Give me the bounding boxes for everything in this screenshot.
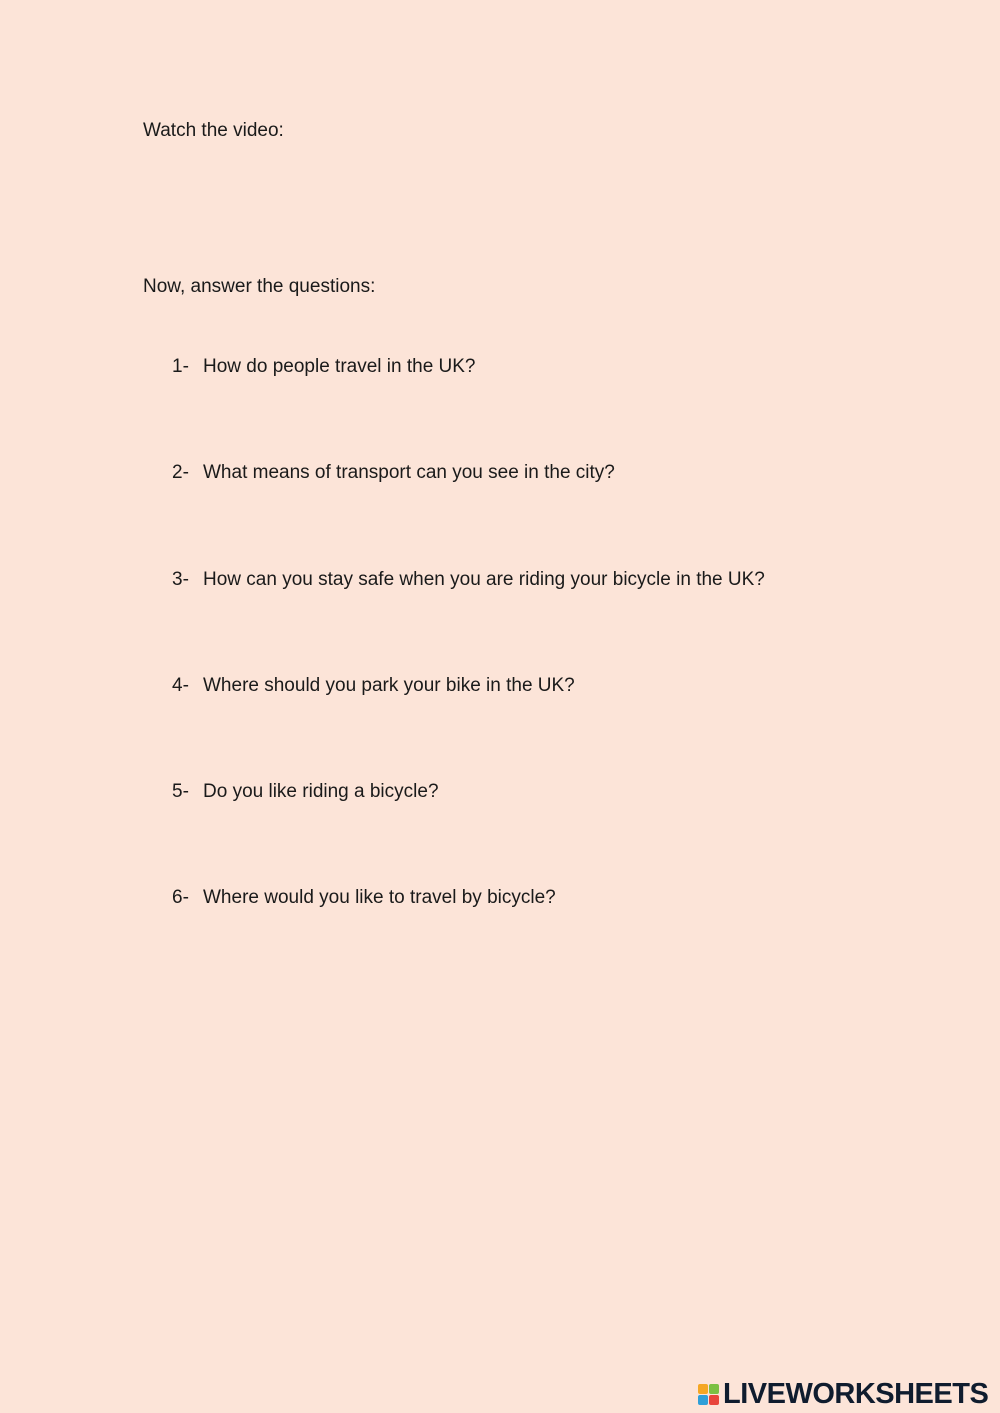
question-number: 6- — [172, 887, 189, 908]
question-item — [172, 674, 575, 698]
question-text: Where would you like to travel by bicycle? — [203, 887, 556, 908]
question-number: 3- — [172, 569, 189, 590]
question-number: 5- — [172, 781, 189, 802]
question-text: How do people travel in the UK? — [203, 356, 476, 377]
question-number: 1- — [172, 356, 189, 377]
question-item — [172, 886, 556, 910]
logo-square-2 — [709, 1384, 719, 1394]
answer-questions-instruction: Now, answer the questions: — [143, 276, 376, 297]
liveworksheets-logo-icon — [698, 1384, 719, 1405]
question-text: How can you stay safe when you are riding your bicycle in the UK? — [203, 569, 765, 590]
question-text: Where should you park your bike in the UK? — [203, 675, 575, 696]
liveworksheets-logo — [698, 1377, 988, 1411]
question-text: Do you like riding a bicycle? — [203, 781, 439, 802]
question-number: 2- — [172, 462, 189, 483]
brand-name: LIVEWORKSHEETS — [723, 1378, 989, 1410]
question-item — [172, 568, 765, 592]
logo-square-1 — [698, 1384, 708, 1394]
logo-square-3 — [698, 1395, 708, 1405]
question-number: 4- — [172, 675, 189, 696]
question-item — [172, 461, 615, 485]
question-item — [172, 355, 476, 379]
question-item — [172, 780, 439, 804]
logo-square-4 — [709, 1395, 719, 1405]
question-text: What means of transport can you see in the city? — [203, 462, 615, 483]
watch-video-instruction: Watch the video: — [143, 120, 284, 141]
